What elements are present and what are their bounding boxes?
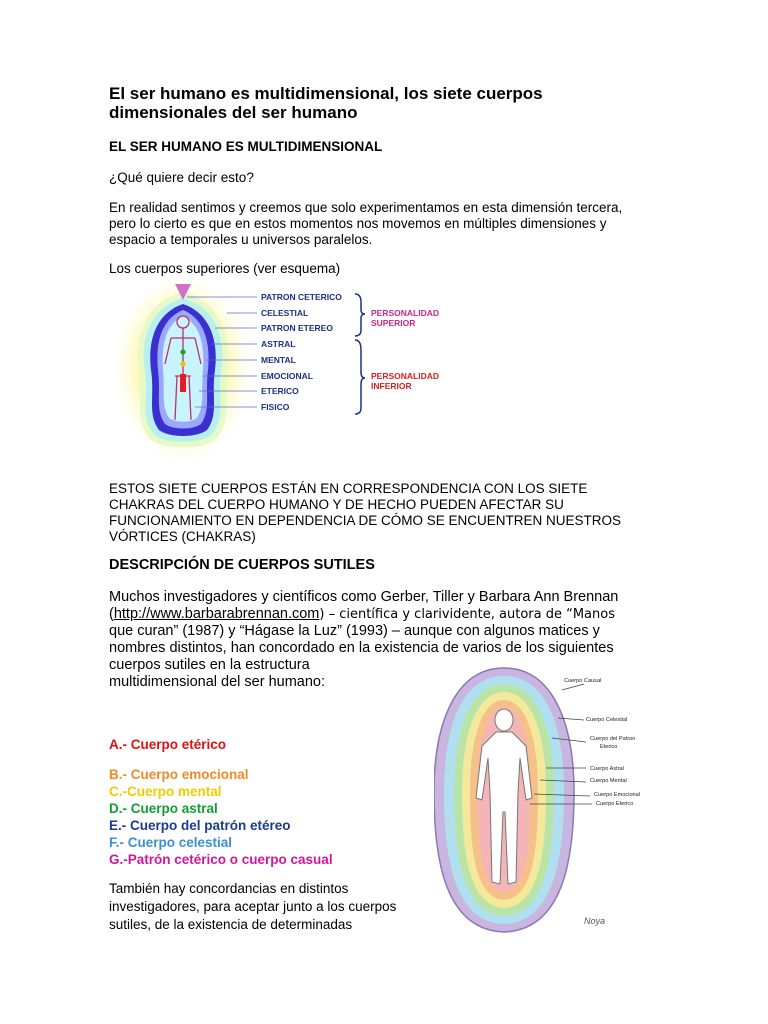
- group-superior-line2: SUPERIOR: [371, 318, 416, 328]
- bracket-inferior: [355, 340, 365, 414]
- list-item-g: G.-Patrón cetérico o cuerpo casual: [109, 852, 333, 867]
- label-fisico: FISICO: [261, 402, 290, 412]
- root-chakra: [180, 374, 186, 392]
- aura-illustration: [434, 662, 660, 940]
- label-celestial: CELESTIAL: [261, 308, 309, 318]
- group-inferior-line1: PERSONALIDAD: [371, 371, 440, 381]
- list-item-b: B.- Cuerpo emocional: [109, 767, 249, 782]
- bracket-superior: [355, 294, 365, 336]
- illus-label-eterico-2: Cuerpo Eterico: [596, 801, 634, 807]
- illus-label-astral: Cuerpo Astral: [590, 766, 624, 772]
- aura-bodies-diagram: [115, 280, 475, 470]
- illus-label-causal: Cuerpo Causal: [564, 678, 602, 684]
- illus-label-celestial: Cuerpo Celestial: [586, 717, 628, 723]
- artist-signature: Noya: [584, 916, 606, 926]
- solar-chakra: [180, 361, 185, 366]
- list-item-d: D.- Cuerpo astral: [109, 801, 218, 816]
- heart-chakra: [180, 349, 185, 354]
- list-item-c: C.-Cuerpo mental: [109, 784, 222, 799]
- list-item-a: A.- Cuerpo etérico: [109, 737, 227, 752]
- list-item-e: E.- Cuerpo del patrón etéreo: [109, 818, 291, 833]
- list-item-f: F.- Cuerpo celestial: [109, 835, 233, 850]
- illus-label-eterico-1: Eterico: [600, 744, 618, 750]
- group-superior-line1: PERSONALIDAD: [371, 308, 440, 318]
- group-inferior-line2: INFERIOR: [371, 381, 412, 391]
- description-paragraph: Muchos investigadores y científicos como Gerber, Tiller y Barbara Ann Brennan (http://www.barbarabrennan.com) – científica y clarividente, autora de “Manos que curan” (1987) y “Hágase la Luz” (1993) – aunque con algunos matices y nombres distintos, han concordado en la existencia de varios de los siguientes cuerpos sutiles en la estructura multidimensional del ser humano:: [109, 589, 619, 690]
- page-title: El ser humano es multidimensional, los siete cuerpos dimensionales del ser humano: [109, 84, 543, 122]
- heading-multidimensional: EL SER HUMANO ES MULTIDIMENSIONAL: [109, 139, 383, 154]
- label-emocional: EMOCIONAL: [261, 371, 313, 381]
- chakra-correspondence-text: ESTOS SIETE CUERPOS ESTÁN EN CORRESPONDENCIA CON LOS SIETE CHAKRAS DEL CUERPO HUMANO Y DE HECHO PUEDEN AFECTAR SU FUNCIONAMIENTO EN DEPENDENCIA DE CÓMO SE ENCUENTREN NUESTROS VÓRTICES (CHAKRAS): [109, 481, 622, 544]
- illus-label-emocional: Cuerpo Emocional: [594, 792, 641, 798]
- diagram-intro-text: Los cuerpos superiores (ver esquema): [109, 261, 341, 276]
- subtle-bodies-list: [109, 736, 333, 868]
- label-mental: MENTAL: [261, 355, 296, 365]
- question-text: ¿Qué quiere decir esto?: [109, 170, 254, 185]
- heading-cuerpos-sutiles: DESCRIPCIÓN DE CUERPOS SUTILES: [109, 557, 375, 573]
- intro-paragraph: En realidad sentimos y creemos que solo experimentamos en esta dimensión tercera, pero lo cierto es que en estos momentos nos movemos en múltiples dimensiones y espacio a temporales u universos paralelos.: [109, 200, 623, 247]
- label-astral: ASTRAL: [261, 339, 296, 349]
- concordance-paragraph: También hay concordancias en distintos investigadores, para aceptar junto a los cuerpos sutiles, de la existencia de determinadas: [109, 881, 397, 932]
- label-patron-ceterico: PATRON CETERICO: [261, 292, 342, 302]
- label-patron-etereo: PATRON ETEREO: [261, 323, 333, 333]
- brennan-link[interactable]: http://www.barbarabrennan.com: [113, 606, 320, 622]
- illus-label-patron: Cuerpo del Patron: [590, 736, 636, 742]
- illus-label-mental: Cuerpo Mental: [590, 778, 627, 784]
- label-eterico: ETERICO: [261, 386, 299, 396]
